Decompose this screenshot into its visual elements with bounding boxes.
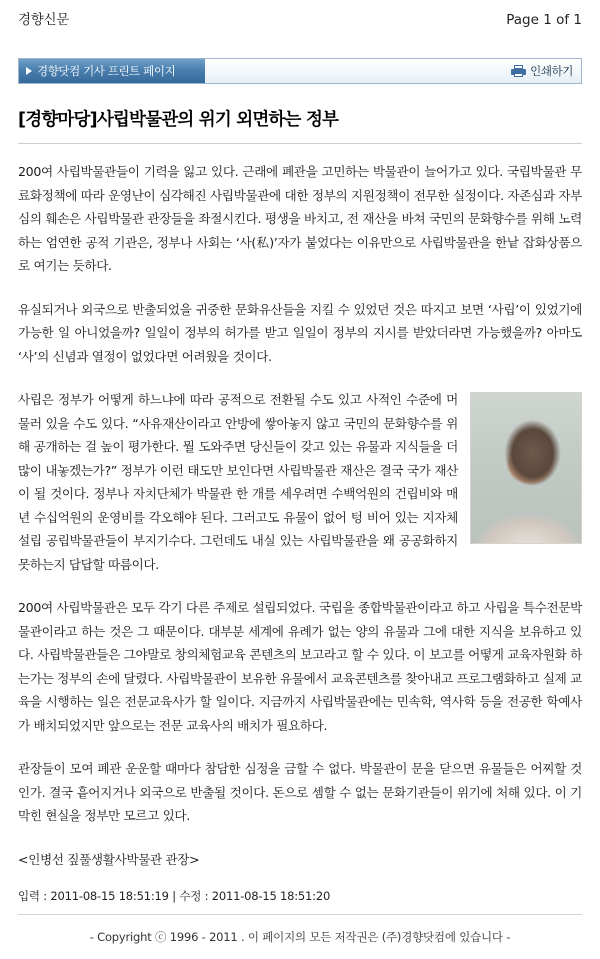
toolbar-title-bar: [19, 59, 205, 83]
footer-divider: [18, 914, 582, 915]
article-paragraph: 200여 사립박물관은 모두 각기 다른 주제로 설립되었다. 국립을 종합박물관이라고 하고 사립을 특수전문박물관이라고 하는 것은 그 때문이다. 대부분 세계에 유례가 없는 양의 유물과 그에 대한 지식을 보유하고 있다. 사립박물관들은 그야말로 창의체험교육 콘텐츠의 보고라고 할 수 있다. 이 보고를 어떻게 교육자원화 하는가는 정부의 손에 달렸다. 사립박물관이 보유한 유물에서 교육콘텐츠를 찾아내고 프로그램화하고 실제 교육을 시행하는 일은 전문교육사가 할 일이다. 지금까지 사립박물관에는 민속학, 역사학 등을 전공한 학예사가 배치되었지만 앞으로는 전문 교육사의 배치가 필요하다.: [18, 600, 582, 733]
page-number: Page 1 of 1: [506, 12, 582, 28]
article-body: [18, 160, 582, 871]
print-toolbar: [18, 58, 582, 84]
article-title: [경향마당]사립박물관의 위기 외면하는 정부: [18, 110, 339, 130]
article-paragraph: 유실되거나 외국으로 반출되었을 귀중한 문화유산들을 지킬 수 있었던 것은 따지고 보면 ‘사립’이 있었기에 가능한 일 아니었을까? 일일이 정부의 허가를 받고 일일이 정부의 지시를 받았더라면 가능했을까? 아마도 ‘사’의 신념과 열정이 없었다면 어려웠을 것이다.: [18, 301, 582, 364]
browser-print-header: [18, 0, 582, 32]
article-timestamp: 입력 : 2011-08-15 18:51:19 | 수정 : 2011-08-15 18:51:20: [18, 889, 331, 903]
article-footer: [18, 862, 582, 945]
copyright-notice: - Copyright ⓒ 1996 - 2011 . 이 페이지의 모든 저작권은 (주)경향닷컴에 있습니다 -: [89, 930, 511, 944]
article-byline: <인병선 짚풀생활사박물관 관장>: [18, 851, 200, 867]
toolbar-spacer: [205, 59, 511, 83]
title-divider: [18, 143, 582, 144]
toolbar-title-label: 경향닷컴 기사 프린트 페이지: [37, 64, 176, 78]
triangle-right-icon: [26, 67, 32, 75]
printer-icon: [511, 65, 526, 77]
article-photo: [470, 392, 582, 544]
article-paragraph: 관장들이 모여 폐관 운운할 때마다 참담한 심정을 금할 수 없다. 박물관이 문을 닫으면 유물들은 어찌할 것인가. 결국 흩어지거나 외국으로 반출될 것이다. 돈으로 셈할 수 없는 문화기관들이 위기에 처해 있다. 이 기막힌 현실을 정부만 모르고 있다.: [18, 761, 582, 823]
article-paragraph: 사립은 정부가 어떻게 하느냐에 따라 공적으로 전환될 수도 있고 사적인 수준에 머물러 있을 수도 있다. “사유재산이라고 안방에 쌓아놓지 않고 국민의 문화향수를 위해 공개하는 걸 높이 평가한다. 뭘 도와주면 당신들이 갖고 있는 유물과 지식들을 더 많이 내놓겠는가?” 정부가 이런 태도만 보인다면 사립박물관 재산은 결국 국가 재산이 될 것이다. 정부나 자치단체가 박물관 한 개를 세우려면 수백억원의 건립비와 매년 수십억원의 운영비를 각오해야 된다. 그러고도 유물이 없어 텅 비어 있는 지자체 설립 공립박물관들이 부지기수다. 그런데도 내실 있는 사립박물관을 왜 공공화하지 못하는지 답답할 따름이다.: [18, 392, 458, 572]
site-name: 경향신문: [18, 12, 69, 28]
article-paragraph: 200여 사립박물관들이 기력을 잃고 있다. 근래에 폐관을 고민하는 박물관이 늘어가고 있다. 국립박물관 무료화정책에 따라 운영난이 심각해진 사립박물관에 대한 정부의 지원정책이 전무한 실정이다. 자존심과 자부심의 훼손은 사립박물관 관장들을 좌절시킨다. 평생을 바치고, 전 재산을 바쳐 국민의 문화향수를 위해 노력하는 엄연한 공적 기관은, 정부나 사회는 ‘사(私)’자가 붙었다는 이유만으로 사립박물관을 한낱 잡화상품으로 여기는 듯하다.: [18, 164, 582, 273]
print-button[interactable]: [511, 59, 581, 83]
print-button-label: 인쇄하기: [530, 64, 573, 78]
